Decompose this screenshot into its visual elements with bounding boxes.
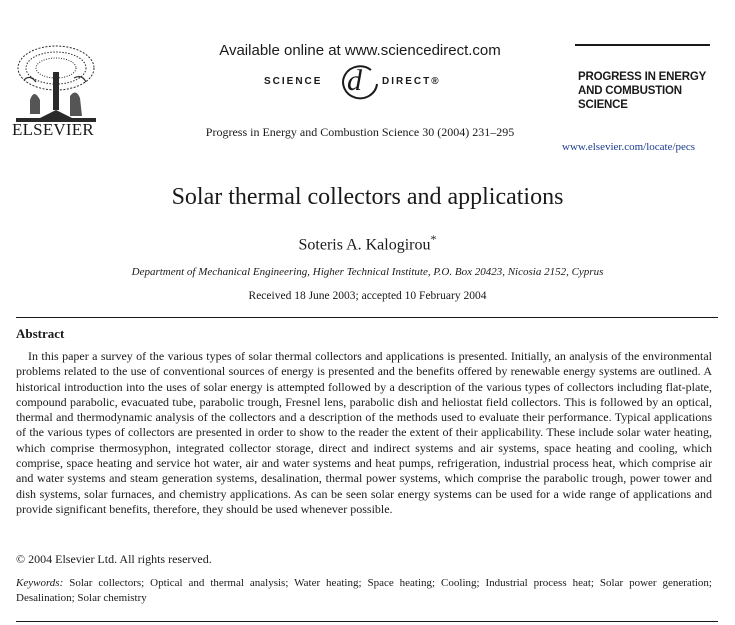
available-online-text: Available online at www.sciencedirect.com: [219, 42, 501, 59]
sciencedirect-logo-mark: d: [347, 64, 362, 97]
keywords-list: Solar collectors; Optical and thermal analysis; Water heating; Space heating; Cooling; Industrial process heat; Solar power generation; Desalination; Solar chemistry: [16, 577, 712, 604]
author-name[interactable]: Soteris A. Kalogirou: [298, 236, 431, 254]
sciencedirect-logo-right: DIRECT®: [382, 76, 441, 87]
keywords-block: [16, 576, 712, 606]
article-title: Solar thermal collectors and applications: [171, 184, 564, 210]
journal-citation: Progress in Energy and Combustion Science 30 (2004) 231–295: [205, 125, 515, 139]
bottom-rule: [16, 621, 718, 622]
abstract-heading: Abstract: [16, 326, 65, 341]
author-footnote-mark[interactable]: *: [430, 232, 437, 246]
abstract-body: In this paper a survey of the various types of solar thermal collectors and applications is presented. Initially, an analysis of the environmental problems related to the use of conventional sources of energy is presented and the benefits offered by renewable energy systems are outlined. A historical introduction into the uses of solar energy is attempted followed by a description of the various types of collectors including flat-plate, compound parabolic, evacuated tube, parabolic trough, Fresnel lens, parabolic dish and heliostat field collectors. This is followed by an optical, thermal and thermodynamic analysis of the collectors and a description of the methods used to evaluate their performance. Typical applications of the various types of collectors are presented in order to show to the reader the extent of their applicability. These include solar water heating, which comprise thermosyphon, integrated collector storage, direct and indirect systems and air systems, space heating and cooling, which comprise, space heating and service hot water, air and water systems and heat pumps, refrigeration, industrial process heat, which comprise air and water systems and steam generation systems, desalination, thermal power systems, which comprise the parabolic trough, power tower and dish systems, solar furnaces, and chemistry applications. As can be seen solar energy systems can be used for a wide range of applications and provide significant benefits, therefore, they should be used whenever possible.: [16, 349, 712, 516]
author-affiliation: Department of Mechanical Engineering, Higher Technical Institute, P.O. Box 20423, Nicosia 2152, Cyprus: [131, 266, 604, 278]
author-line: [0, 232, 735, 254]
received-dates: Received 18 June 2003; accepted 10 February 2004: [248, 290, 487, 302]
publisher-name: ELSEVIER: [12, 120, 94, 139]
copyright-notice: © 2004 Elsevier Ltd. All rights reserved.: [16, 552, 212, 566]
keywords-label: Keywords:: [16, 577, 64, 589]
sciencedirect-at-circle-icon: [341, 64, 381, 102]
abstract-top-rule: [16, 317, 718, 318]
header-rule: [575, 44, 710, 46]
journal-name: PROGRESS IN ENERGY AND COMBUSTION SCIENCE: [578, 71, 706, 111]
journal-url-link[interactable]: www.elsevier.com/locate/pecs: [562, 141, 696, 153]
sciencedirect-logo-left: SCIENCE: [264, 76, 323, 87]
